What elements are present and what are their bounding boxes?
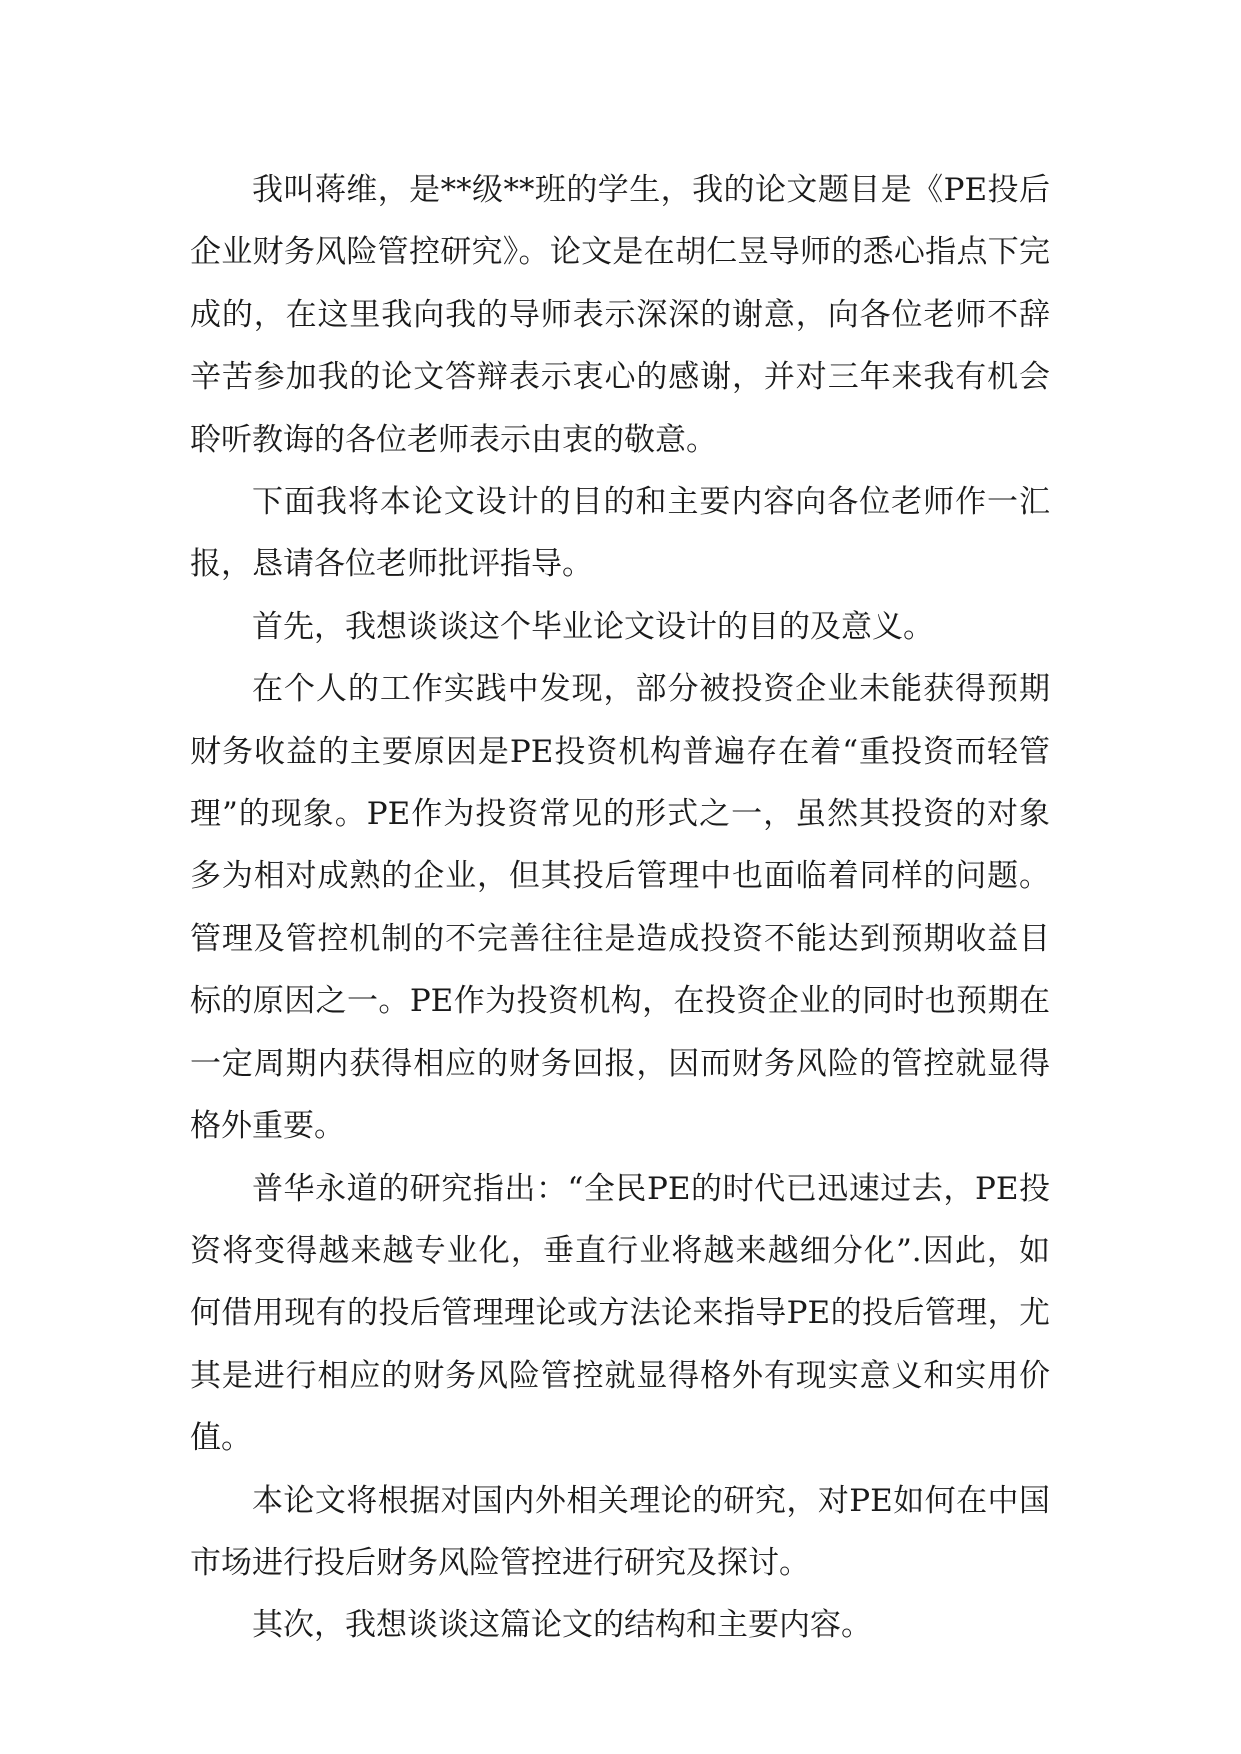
paragraph-pwc-research: 普华永道的研究指出：“全民PE的时代已迅速过去，PE投资将变得越来越专业化，垂直行业将越来越细分化”.因此，如何借用现有的投后管理理论或方法论来指导PE的投后管理，尤其是进行相应的财务风险管控就显得格外有现实意义和实用价值。 <box>190 1170 1050 1457</box>
paragraph-purpose-heading: 首先，我想谈谈这个毕业论文设计的目的及意义。 <box>252 608 934 645</box>
paragraph-structure-heading: 其次，我想谈谈这篇论文的结构和主要内容。 <box>252 1607 872 1644</box>
paragraph-introduction: 我叫蒋维，是**级**班的学生，我的论文题目是《PE投后企业财务风险管控研究》。论文是在胡仁昱导师的悉心指点下完成的，在这里我向我的导师表示深深的谢意，向各位老师不辞辛苦参加我的论文答辩表示衷心的感谢，并对三年来我有机会聆听教诲的各位老师表示由衷的敬意。 <box>190 172 1050 458</box>
paragraph-report-intent: 下面我将本论文设计的目的和主要内容向各位老师作一汇报，恳请各位老师批评指导。 <box>190 484 1050 583</box>
document-body <box>190 159 1050 1657</box>
paragraph-research-scope: 本论文将根据对国内外相关理论的研究，对PE如何在中国市场进行投后财务风险管控进行研究及探讨。 <box>190 1482 1050 1581</box>
paragraph-practice-findings: 在个人的工作实践中发现，部分被投资企业未能获得预期财务收益的主要原因是PE投资机构普遍存在着“重投资而轻管理”的现象。PE作为投资常见的形式之一，虽然其投资的对象多为相对成熟的企业，但其投后管理中也面临着同样的问题。管理及管控机制的不完善往往是造成投资不能达到预期收益目标的原因之一。PE作为投资机构，在投资企业的同时也预期在一定周期内获得相应的财务回报，因而财务风险的管控就显得格外重要。 <box>190 671 1050 1145</box>
